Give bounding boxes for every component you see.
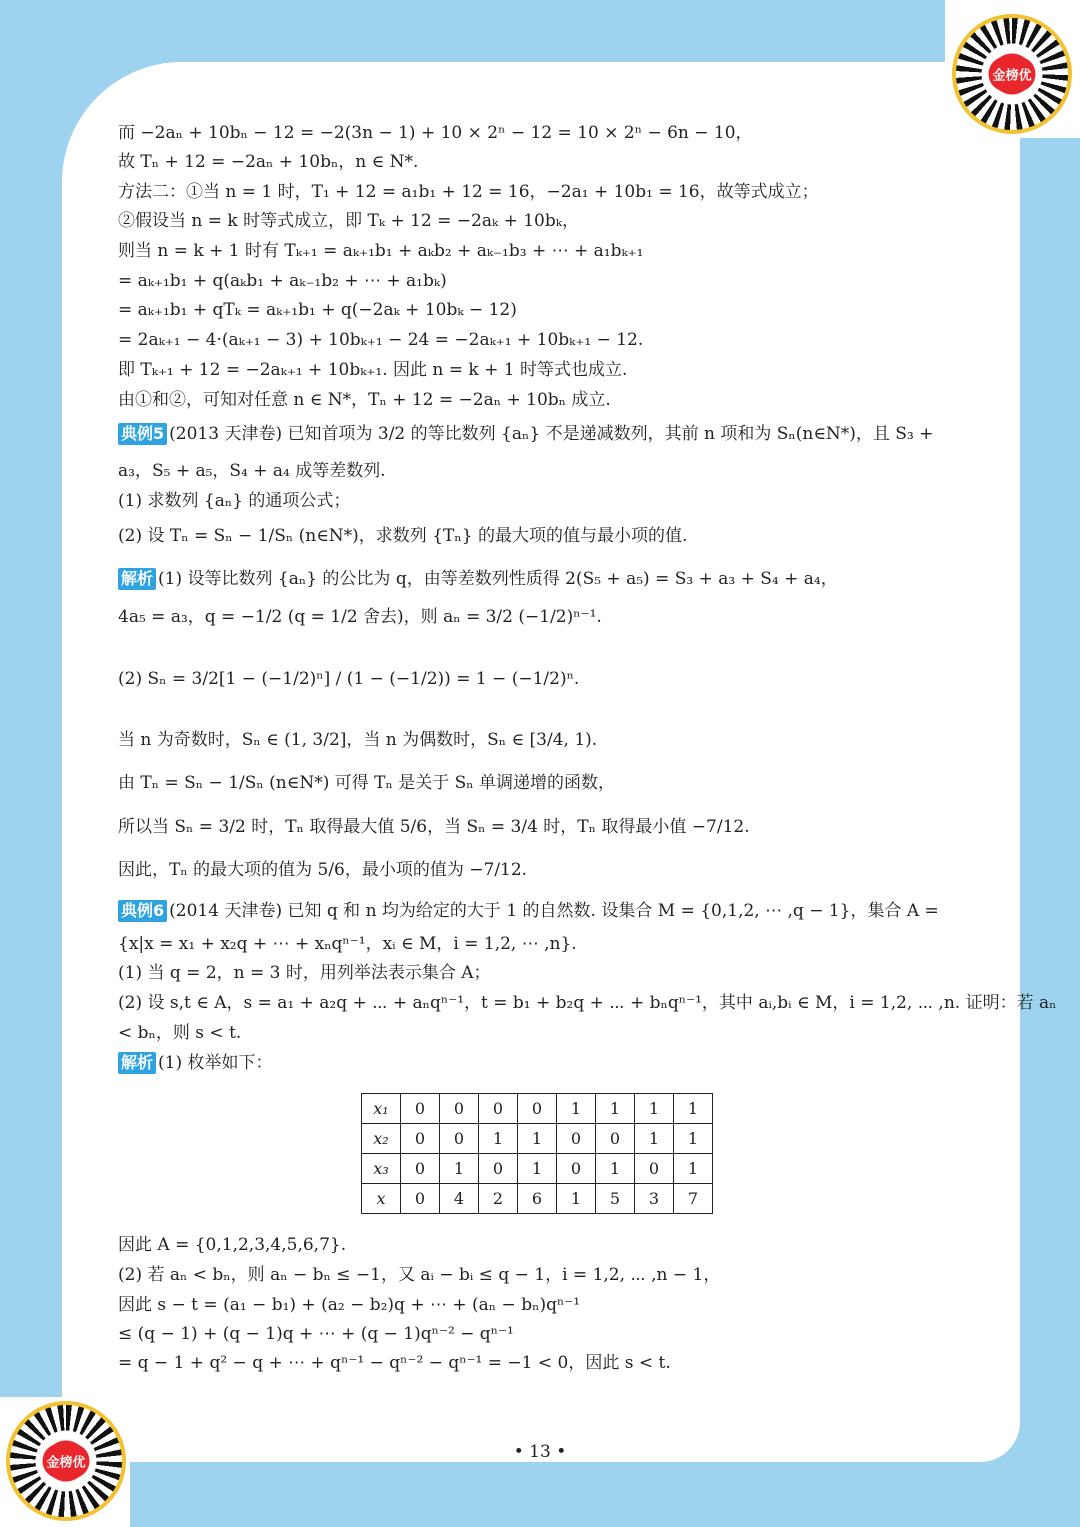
table-row xyxy=(362,1184,713,1214)
example-5-tag: 典例5 xyxy=(118,423,167,445)
table-row xyxy=(362,1124,713,1154)
text-line: 由 Tₙ = Sₙ − 1/Sₙ (n∈N*) 可得 Tₙ 是关于 Sₙ 单调递增的函数， xyxy=(118,773,616,793)
table-cell: 1 xyxy=(635,1094,674,1124)
row-header-cell: x₃ xyxy=(362,1154,401,1184)
text-line: (2) Sₙ = 3/2[1 − (−1/2)ⁿ] / (1 − (−1/2)) = 1 − (−1/2)ⁿ. xyxy=(118,669,580,689)
text-line: ≤ (q − 1) + (q − 1)q + ⋯ + (q − 1)qⁿ⁻² − qⁿ⁻¹ xyxy=(118,1324,514,1344)
table-cell: 2 xyxy=(479,1184,518,1214)
text-line: ②假设当 n = k 时等式成立，即 Tₖ + 12 = −2aₖ + 10bₖ， xyxy=(118,211,579,231)
text-line: < bₙ，则 s < t. xyxy=(118,1023,242,1043)
solution-6-text: (1) 枚举如下： xyxy=(158,1053,273,1073)
example-5-line-1 xyxy=(118,423,933,445)
table-cell: 0 xyxy=(596,1124,635,1154)
row-header-cell: x₂ xyxy=(362,1124,401,1154)
text-line: 而 −2aₙ + 10bₙ − 12 = −2(3n − 1) + 10 × 2ⁿ − 12 = 10 × 2ⁿ − 6n − 10， xyxy=(118,123,753,143)
table-cell: 0 xyxy=(440,1094,479,1124)
table-cell: 0 xyxy=(479,1154,518,1184)
table-cell: 0 xyxy=(401,1184,440,1214)
enumeration-table xyxy=(361,1093,713,1214)
table-cell: 0 xyxy=(401,1124,440,1154)
table-row xyxy=(362,1094,713,1124)
table-cell: 0 xyxy=(479,1094,518,1124)
text-line: 故 Tₙ + 12 = −2aₙ + 10bₙ，n ∈ N*. xyxy=(118,152,419,172)
table-cell: 0 xyxy=(557,1124,596,1154)
table-cell: 1 xyxy=(479,1124,518,1154)
text-line: (1) 当 q = 2，n = 3 时，用列举法表示集合 A； xyxy=(118,963,491,983)
solution-5-text: (1) 设等比数列 {aₙ} 的公比为 q，由等差数列性质得 2(S₅ + a₅) = S₃ + a₃ + S₄ + a₄， xyxy=(158,569,838,589)
text-line: (2) 若 aₙ < bₙ，则 aₙ − bₙ ≤ −1，又 aᵢ − bᵢ ≤ q − 1，i = 1,2, ⋯ ,n − 1， xyxy=(118,1265,721,1285)
text-line: 当 n 为奇数时，Sₙ ∈ (1, 3/2]，当 n 为偶数时，Sₙ ∈ [3/4, 1). xyxy=(118,730,598,750)
table-cell: 0 xyxy=(635,1154,674,1184)
example-6-tag: 典例6 xyxy=(118,900,167,922)
text-line: 即 Tₖ₊₁ + 12 = −2aₖ₊₁ + 10bₖ₊₁. 因此 n = k + 1 时等式也成立. xyxy=(118,360,628,380)
text-line: = 2aₖ₊₁ − 4·(aₖ₊₁ − 3) + 10bₖ₊₁ − 24 = −2aₖ₊₁ + 10bₖ₊₁ − 12. xyxy=(118,330,644,350)
table-cell: 1 xyxy=(557,1094,596,1124)
table-cell: 1 xyxy=(674,1154,713,1184)
qr-logo-label: 金榜优 xyxy=(42,1444,89,1479)
qr-logo-label: 金榜优 xyxy=(988,57,1035,92)
table-cell: 4 xyxy=(440,1184,479,1214)
text-line: 因此 A = {0,1,2,3,4,5,6,7}. xyxy=(118,1235,347,1255)
table-cell: 0 xyxy=(440,1124,479,1154)
text-line: (2) 设 Tₙ = Sₙ − 1/Sₙ (n∈N*)，求数列 {Tₙ} 的最大项的值与最小项的值. xyxy=(118,526,688,546)
table-cell: 0 xyxy=(401,1154,440,1184)
text-line: {x|x = x₁ + x₂q + ⋯ + xₙqⁿ⁻¹，xᵢ ∈ M，i = 1,2, ⋯ ,n}. xyxy=(118,934,577,954)
qr-code-top[interactable] xyxy=(952,14,1072,134)
table-cell: 1 xyxy=(674,1094,713,1124)
table-cell: 1 xyxy=(635,1124,674,1154)
table-cell: 1 xyxy=(596,1094,635,1124)
table-cell: 1 xyxy=(674,1124,713,1154)
example-6-line-1 xyxy=(118,900,939,922)
table-cell: 5 xyxy=(596,1184,635,1214)
solution-6-line-1 xyxy=(118,1052,273,1074)
text-line: a₃，S₅ + a₅，S₄ + a₄ 成等差数列. xyxy=(118,461,386,481)
table-cell: 1 xyxy=(518,1124,557,1154)
text-line: 4a₅ = a₃，q = −1/2 (q = 1/2 舍去)，则 aₙ = 3/2 (−1/2)ⁿ⁻¹. xyxy=(118,607,602,627)
solution-5-line-1 xyxy=(118,568,838,590)
table-cell: 6 xyxy=(518,1184,557,1214)
text-line: (2) 设 s,t ∈ A，s = a₁ + a₂q + ⋯ + aₙqⁿ⁻¹，t = b₁ + b₂q + ⋯ + bₙqⁿ⁻¹，其中 aᵢ,bᵢ ∈ M，i = 1,2, ⋯ ,n. 证明：若 aₙ xyxy=(118,993,1057,1013)
text-line: 则当 n = k + 1 时有 Tₖ₊₁ = aₖ₊₁b₁ + aₖb₂ + aₖ₋₁b₃ + ⋯ + a₁bₖ₊₁ xyxy=(118,241,644,261)
table-cell: 1 xyxy=(518,1154,557,1184)
text-line: (1) 求数列 {aₙ} 的通项公式； xyxy=(118,491,351,511)
table-row xyxy=(362,1154,713,1184)
text-line: 因此，Tₙ 的最大项的值为 5/6，最小项的值为 −7/12. xyxy=(118,860,528,880)
text-line: = aₖ₊₁b₁ + q(aₖb₁ + aₖ₋₁b₂ + ⋯ + a₁bₖ) xyxy=(118,271,447,291)
table-cell: 1 xyxy=(557,1184,596,1214)
table-cell: 1 xyxy=(440,1154,479,1184)
text-line: 方法二：①当 n = 1 时，T₁ + 12 = a₁b₁ + 12 = 16，−2a₁ + 10b₁ = 16，故等式成立； xyxy=(118,182,819,202)
example-6-text: (2014 天津卷) 已知 q 和 n 均为给定的大于 1 的自然数. 设集合 M = {0,1,2, ⋯ ,q − 1}，集合 A = xyxy=(169,901,939,921)
row-header-cell: x₁ xyxy=(362,1094,401,1124)
page-number: • 13 • xyxy=(513,1442,567,1462)
text-line: 因此 s − t = (a₁ − b₁) + (a₂ − b₂)q + ⋯ + (aₙ − bₙ)qⁿ⁻¹ xyxy=(118,1295,581,1315)
solution-6-tag: 解析 xyxy=(118,1052,156,1074)
table-cell: 7 xyxy=(674,1184,713,1214)
solution-5-tag: 解析 xyxy=(118,568,156,590)
table-cell: 1 xyxy=(596,1154,635,1184)
table-cell: 3 xyxy=(635,1184,674,1214)
text-line: 由①和②，可知对任意 n ∈ N*，Tₙ + 12 = −2aₙ + 10bₙ 成立. xyxy=(118,390,611,410)
example-5-text: (2013 天津卷) 已知首项为 3/2 的等比数列 {aₙ} 不是递减数列，其前 n 项和为 Sₙ(n∈N*)，且 S₃ + xyxy=(169,424,934,444)
text-line: = aₖ₊₁b₁ + qTₖ = aₖ₊₁b₁ + q(−2aₖ + 10bₖ − 12) xyxy=(118,300,517,320)
text-line: 所以当 Sₙ = 3/2 时，Tₙ 取得最大值 5/6，当 Sₙ = 3/4 时，Tₙ 取得最小值 −7/12. xyxy=(118,817,750,837)
table-cell: 0 xyxy=(401,1094,440,1124)
row-header-cell: x xyxy=(362,1184,401,1214)
table-cell: 0 xyxy=(557,1154,596,1184)
table-cell: 0 xyxy=(518,1094,557,1124)
text-line: = q − 1 + q² − q + ⋯ + qⁿ⁻¹ − qⁿ⁻² − qⁿ⁻¹ = −1 < 0，因此 s < t. xyxy=(118,1353,671,1373)
